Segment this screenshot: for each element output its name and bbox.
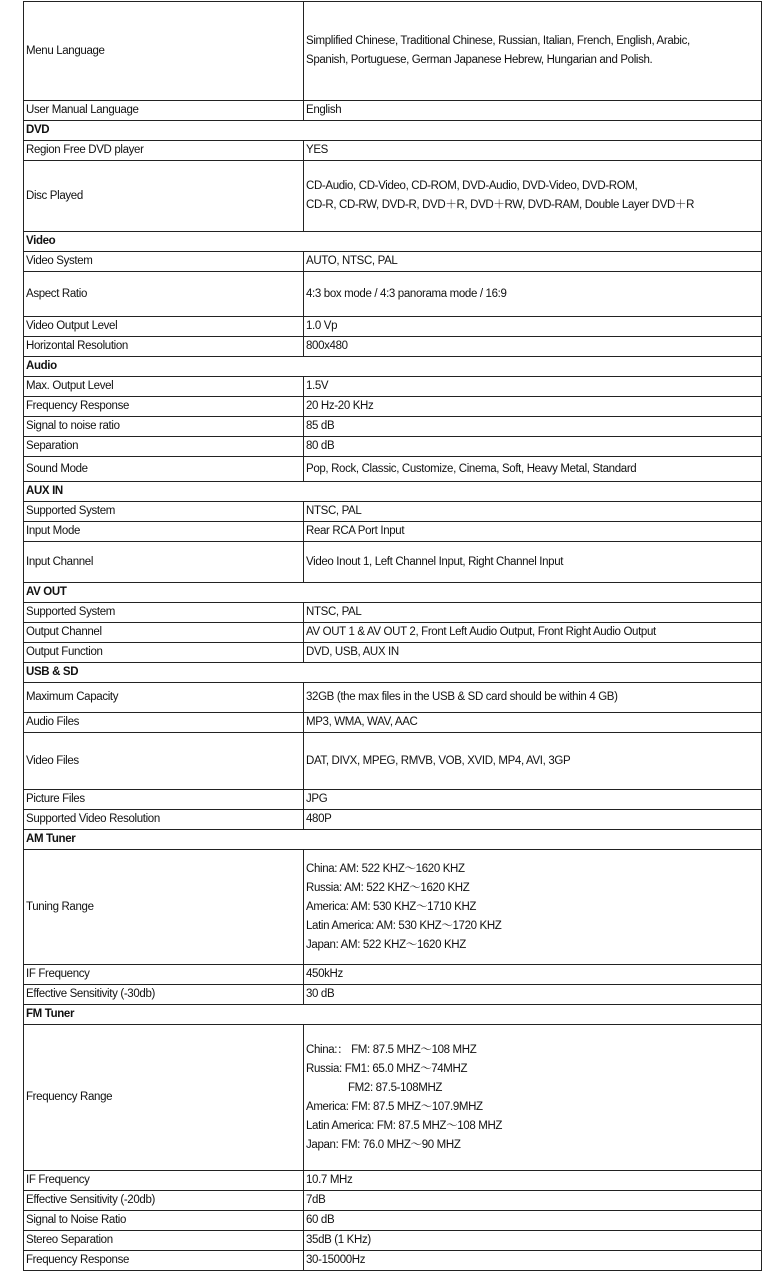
- spec-value: [304, 377, 762, 397]
- spec-value: [304, 1211, 762, 1231]
- spec-value: [304, 683, 762, 713]
- spec-row: [24, 542, 762, 583]
- spec-value: [304, 161, 762, 232]
- spec-value-line: Video Inout 1, Left Channel Input, Right Channel Input: [306, 555, 564, 568]
- section-title: AV OUT: [24, 583, 762, 603]
- spec-value-line: 85 dB: [306, 420, 335, 432]
- section-title: AM Tuner: [24, 830, 762, 850]
- spec-key: Input Channel: [24, 542, 304, 583]
- spec-key: Audio Files: [24, 713, 304, 733]
- spec-table: [23, 1, 762, 1271]
- spec-value-line: DVD, USB, AUX IN: [306, 646, 399, 658]
- spec-key: Effective Sensitivity (-30db): [24, 985, 304, 1005]
- spec-value: [304, 850, 762, 965]
- spec-value-line: 35dB (1 KHz): [306, 1234, 371, 1246]
- spec-row: [24, 603, 762, 623]
- spec-key: Stereo Separation: [24, 1231, 304, 1251]
- spec-key: Region Free DVD player: [24, 141, 304, 161]
- spec-row: [24, 272, 762, 317]
- spec-value-line: JPG: [306, 793, 328, 805]
- spec-value-line: NTSC, PAL: [306, 505, 362, 517]
- spec-row: [24, 141, 762, 161]
- spec-key: Output Function: [24, 643, 304, 663]
- spec-key: Frequency Response: [24, 1251, 304, 1271]
- spec-value-line: America: AM: 530 KHZ～1710 KHZ: [306, 900, 477, 913]
- spec-key: IF Frequency: [24, 1171, 304, 1191]
- spec-row: [24, 683, 762, 713]
- spec-value-line: Russia: FM1: 65.0 MHZ～74MHZ: [306, 1062, 468, 1075]
- spec-key: Aspect Ratio: [24, 272, 304, 317]
- spec-value: [304, 603, 762, 623]
- spec-value: [304, 1171, 762, 1191]
- spec-key: Tuning Range: [24, 850, 304, 965]
- spec-value: [304, 522, 762, 542]
- spec-value: [304, 623, 762, 643]
- section-header-row: [24, 663, 762, 683]
- spec-value: [304, 457, 762, 482]
- spec-value-line: AV OUT 1 & AV OUT 2, Front Left Audio Output, Front Right Audio Output: [306, 626, 656, 638]
- section-title: DVD: [24, 121, 762, 141]
- spec-key: Video Files: [24, 733, 304, 790]
- spec-row: [24, 522, 762, 542]
- spec-value-line: 32GB (the max files in the USB & SD card should be within 4 GB): [306, 691, 618, 703]
- spec-value: [304, 1251, 762, 1271]
- spec-row: [24, 850, 762, 965]
- spec-row: [24, 1231, 762, 1251]
- spec-value-line: 20 Hz-20 KHz: [306, 400, 374, 412]
- spec-row: [24, 810, 762, 830]
- spec-value-line: Simplified Chinese, Traditional Chinese, Russian, Italian, French, English, Arabic,: [306, 35, 690, 47]
- spec-value-line: YES: [306, 144, 328, 156]
- spec-value-line: Latin America: AM: 530 KHZ～1720 KHZ: [306, 919, 502, 932]
- spec-key: Output Channel: [24, 623, 304, 643]
- spec-row: [24, 985, 762, 1005]
- spec-value-line: 450kHz: [306, 968, 343, 980]
- spec-value-line: English: [306, 104, 342, 116]
- section-header-row: [24, 583, 762, 603]
- spec-key: Frequency Response: [24, 397, 304, 417]
- spec-value: [304, 317, 762, 337]
- spec-value-line: 480P: [306, 813, 332, 825]
- spec-row: [24, 2, 762, 101]
- spec-value-line: AUTO, NTSC, PAL: [306, 255, 398, 267]
- spec-value: [304, 272, 762, 317]
- section-header-row: [24, 121, 762, 141]
- spec-value-line: 1.0 Vp: [306, 320, 338, 332]
- spec-key: IF Frequency: [24, 965, 304, 985]
- spec-value-line: Russia: AM: 522 KHZ～1620 KHZ: [306, 881, 470, 894]
- spec-value-line: 4:3 box mode / 4:3 panorama mode / 16:9: [306, 287, 507, 300]
- spec-value: [304, 1191, 762, 1211]
- spec-value-line: 10.7 MHz: [306, 1174, 353, 1186]
- spec-key: Effective Sensitivity (-20db): [24, 1191, 304, 1211]
- spec-value-line: 30 dB: [306, 988, 335, 1000]
- spec-key: Supported Video Resolution: [24, 810, 304, 830]
- spec-value-line: MP3, WMA, WAV, AAC: [306, 716, 418, 728]
- spec-row: [24, 790, 762, 810]
- spec-value: [304, 1231, 762, 1251]
- spec-row: [24, 1211, 762, 1231]
- spec-key: Signal to noise ratio: [24, 417, 304, 437]
- spec-key: User Manual Language: [24, 101, 304, 121]
- spec-row: [24, 1191, 762, 1211]
- spec-value: [304, 985, 762, 1005]
- spec-value: [304, 810, 762, 830]
- spec-value: [304, 437, 762, 457]
- section-header-row: [24, 1005, 762, 1025]
- spec-key: Disc Played: [24, 161, 304, 232]
- spec-row: [24, 377, 762, 397]
- spec-key: Max. Output Level: [24, 377, 304, 397]
- spec-value-line: Japan: AM: 522 KHZ～1620 KHZ: [306, 938, 466, 951]
- spec-key: Separation: [24, 437, 304, 457]
- spec-value-line: Spanish, Portuguese, German Japanese Hebrew, Hungarian and Polish.: [306, 54, 653, 66]
- spec-value-line: FM2: 87.5-108MHZ: [348, 1081, 443, 1094]
- spec-key: Sound Mode: [24, 457, 304, 482]
- spec-value-line: NTSC, PAL: [306, 606, 362, 618]
- spec-value-line: Latin America: FM: 87.5 MHZ～108 MHZ: [306, 1119, 503, 1132]
- spec-value-line: 800x480: [306, 340, 348, 352]
- spec-value-line: Rear RCA Port Input: [306, 525, 405, 537]
- spec-key: Signal to Noise Ratio: [24, 1211, 304, 1231]
- spec-row: [24, 733, 762, 790]
- spec-value-line: 80 dB: [306, 440, 335, 452]
- spec-row: [24, 1171, 762, 1191]
- spec-row: [24, 713, 762, 733]
- spec-row: [24, 252, 762, 272]
- spec-value: [304, 1025, 762, 1171]
- spec-key: Horizontal Resolution: [24, 337, 304, 357]
- spec-row: [24, 457, 762, 482]
- spec-row: [24, 623, 762, 643]
- spec-key: Input Mode: [24, 522, 304, 542]
- spec-row: [24, 965, 762, 985]
- section-title: Video: [24, 232, 762, 252]
- spec-row: [24, 161, 762, 232]
- spec-value-line: America: FM: 87.5 MHZ～107.9MHZ: [306, 1100, 483, 1113]
- spec-value: [304, 101, 762, 121]
- section-header-row: [24, 232, 762, 252]
- section-header-row: [24, 830, 762, 850]
- spec-value: [304, 141, 762, 161]
- spec-key: Video System: [24, 252, 304, 272]
- spec-value: [304, 502, 762, 522]
- spec-value: [304, 337, 762, 357]
- spec-value: [304, 397, 762, 417]
- spec-key: Supported System: [24, 502, 304, 522]
- spec-value-line: CD-R, CD-RW, DVD-R, DVD＋R, DVD＋RW, DVD-RAM, Double Layer DVD＋R: [306, 199, 695, 211]
- spec-row: [24, 397, 762, 417]
- spec-row: [24, 337, 762, 357]
- spec-value: [304, 733, 762, 790]
- spec-value: [304, 2, 762, 101]
- spec-value-line: Pop, Rock, Classic, Customize, Cinema, Soft, Heavy Metal, Standard: [306, 462, 637, 475]
- spec-key: Menu Language: [24, 2, 304, 101]
- spec-row: [24, 1025, 762, 1171]
- spec-value-line: China: AM: 522 KHZ～1620 KHZ: [306, 862, 465, 875]
- spec-key: Maximum Capacity: [24, 683, 304, 713]
- spec-value-line: 1.5V: [306, 380, 329, 392]
- spec-row: [24, 417, 762, 437]
- spec-value-line: 60 dB: [306, 1214, 335, 1226]
- spec-key: Video Output Level: [24, 317, 304, 337]
- spec-value: [304, 713, 762, 733]
- spec-value-line: 7dB: [306, 1194, 326, 1206]
- section-title: FM Tuner: [24, 1005, 762, 1025]
- spec-key: Supported System: [24, 603, 304, 623]
- spec-value: [304, 542, 762, 583]
- spec-value-line: CD-Audio, CD-Video, CD-ROM, DVD-Audio, DVD-Video, DVD-ROM,: [306, 180, 638, 192]
- spec-value-line: Japan: FM: 76.0 MHZ～90 MHZ: [306, 1138, 461, 1151]
- spec-row: [24, 437, 762, 457]
- spec-value: [304, 965, 762, 985]
- spec-value-line: DAT, DIVX, MPEG, RMVB, VOB, XVID, MP4, AVI, 3GP: [306, 754, 571, 767]
- section-title: AUX IN: [24, 482, 762, 502]
- spec-row: [24, 317, 762, 337]
- spec-row: [24, 643, 762, 663]
- spec-value-line: China:： FM: 87.5 MHZ～108 MHZ: [306, 1043, 477, 1056]
- section-header-row: [24, 357, 762, 377]
- section-header-row: [24, 482, 762, 502]
- spec-key: Frequency Range: [24, 1025, 304, 1171]
- spec-value: [304, 252, 762, 272]
- spec-value: [304, 417, 762, 437]
- spec-row: [24, 1251, 762, 1271]
- section-title: USB & SD: [24, 663, 762, 683]
- section-title: Audio: [24, 357, 762, 377]
- spec-value: [304, 643, 762, 663]
- spec-value-line: 30-15000Hz: [306, 1254, 366, 1266]
- spec-row: [24, 502, 762, 522]
- spec-row: [24, 101, 762, 121]
- spec-value: [304, 790, 762, 810]
- spec-key: Picture Files: [24, 790, 304, 810]
